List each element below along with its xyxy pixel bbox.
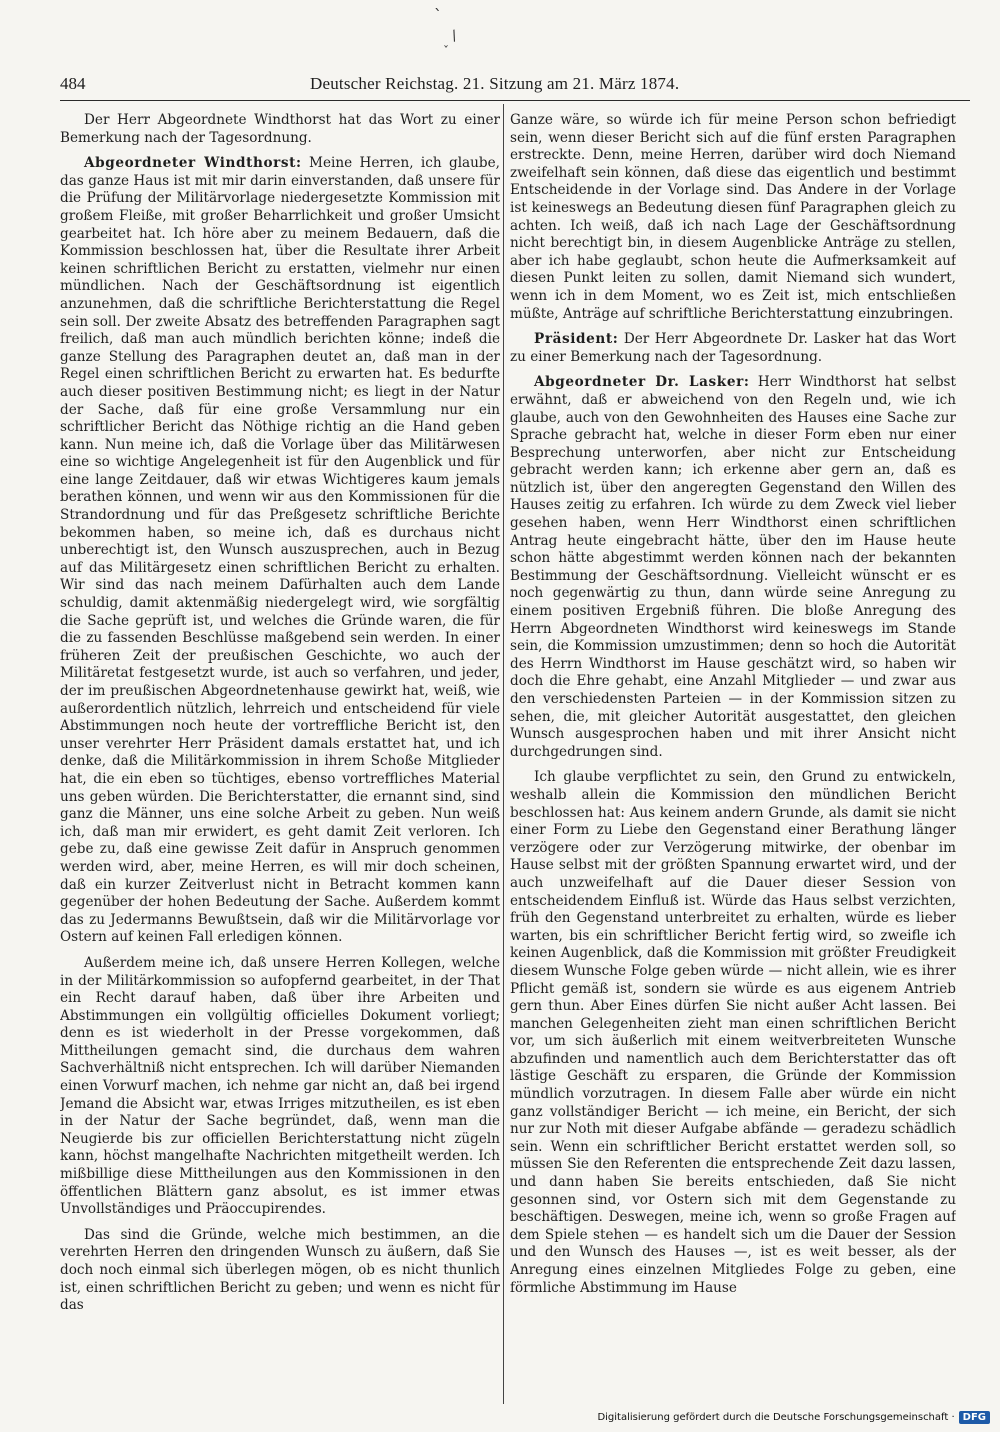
speaker-name: Präsident:	[534, 331, 619, 348]
paragraph-text: Meine Herren, ich glaube, das ganze Haus ist mit mir darin einverstanden, daß unsere für die Prüfung der Militärvorlage niedergesetzte Kommission mit großem Fleiße, mit großer Beharrlichkeit und großer Umsicht gearbeitet hat. Ich höre aber zu meinem Bedauern, daß die Kommission beschlossen hat, über die Resultate ihrer Arbeit keinen schriftlichen Bericht zu erstatten, vielmehr nur einen mündlichen. Nach der Geschäftsordnung ist eigentlich anzunehmen, daß die schriftliche Berichterstattung die Regel sein soll. Der zweite Absatz des betreffenden Paragraphen sagt freilich, daß man auch mündlich berichten könne; indeß die ganze Stellung des Paragraphen deutet an, daß man in der Regel einen schriftlichen Bericht zu erwarten hat. Es bedurfte auch dieser positiven Bestimmung nicht; es liegt in der Natur der Sache, daß für eine große Versammlung nur ein schriftlicher Bericht das Nöthige richtig an die Hand geben kann. Nun meine ich, daß die Vorlage über das Militärwesen eine so wichtige Angelegenheit ist für den Augenblick und für eine lange Zeitdauer, daß wir etwas Wichtigeres kaum jemals berathen können, und wenn wir aus den Kommissionen für die Strandordnung und für das Preßgesetz schriftliche Berichte bekommen haben, so meine ich, daß es durchaus nicht unberechtigt ist, den Wunsch auszusprechen, auch in Bezug auf das Militärgesetz einen schriftlichen Bericht zu erhalten. Wir sind das nach meinem Dafürhalten auch dem Lande schuldig, damit aktenmäßig niedergelegt wird, wie sorgfältig die Sache geprüft ist, und welches die Gründe waren, die für die zu fassenden Beschlüsse maßgebend sein werden. In einer früheren Zeit der preußischen Geschichte, wo auch der Militäretat festgesetzt wurde, ist auch so verfahren, und jeder, der im preußischen Abgeordnetenhause gewirkt hat, weiß, wie außerordentlich nützlich, lehrreich und entscheidend für viele Abstimmungen noch heute der vortreffliche Bericht ist, den unser verehrter Herr Präsident damals erstattet hat, und ich denke, daß die Militärkommission in ihrem Schoße Mitglieder hat, die ein eben so tüchtiges, ebenso vortreffliches Material uns geben würden. Die Berichterstatter, die ernannt sind, sind ganz die Männer, uns eine solche Arbeit zu geben. Nun weiß ich, daß man mir erwidert, es geht damit Zeit verloren. Ich gebe zu, daß eine gewisse Zeit dafür in Anspruch genommen werden wird, aber, meine Herren, es will mir doch scheinen, daß ein kurzer Zeitverlust nicht in Betracht kommen kann gegenüber der hohen Bedeutung der Sache. Außerdem kommt das zu Jedermanns Bewußtsein, daß wir die Militärvorlage vor Ostern auf keinen Fall erledigen können.	[60, 155, 500, 946]
paragraph	[510, 374, 956, 761]
right-column	[510, 112, 956, 1404]
running-title: Deutscher Reichstag. 21. Sitzung am 21. März 1874.	[310, 74, 680, 93]
page-number: 484	[60, 74, 86, 93]
page-header	[60, 72, 970, 101]
scan-mark: ˋ	[434, 6, 442, 25]
scan-mark: ˇ	[443, 44, 449, 58]
footer	[597, 1411, 990, 1424]
paragraph-text: Der Herr Abgeordnete Windthorst hat das Wort zu einer Bemerkung nach der Tagesordnung.	[60, 112, 500, 146]
paragraph-text: Der Herr Abgeordnete Dr. Lasker hat das Wort zu einer Bemerkung nach der Tagesordnung.	[510, 331, 956, 365]
paragraph-text: Das sind die Gründe, welche mich bestimmen, an die verehrten Herren den dringenden Wunsch zu äußern, daß Sie doch noch einmal sich überlegen mögen, ob es nicht thunlich ist, einen schriftlichen Bericht zu geben; und wenn es nicht für das	[60, 1226, 500, 1314]
paragraph-text: Herr Windthorst hat selbst erwähnt, daß er abweichend von den Regeln und, wie ich glaube, auch von den Gewohnheiten des Hauses eine Sache zur Sprache gebracht hat, welche in dieser Form eben nur einer Besprechung unterworfen, aber nicht zur Entscheidung gebracht werden kann; ich erkenne aber gern an, daß es nützlich ist, über den angeregten Gegenstand den Willen des Hauses zeitig zu erfahren. Ich würde zu dem Zweck viel lieber gesehen haben, wenn Herr Windthorst einen schriftlichen Antrag heute eingebracht hätte, über den im Hause heute schon hätte abgestimmt werden können nach der bekannten Bestimmung der Geschäftsordnung. Vielleicht wünscht er es noch gegenwärtig zu thun, dann würde seine Anregung zu einem positiven Ergebniß führen. Die bloße Anregung des Herrn Abgeordneten Windthorst wird keineswegs im Stande sein, die Kommission umzustimmen; denn so hoch die Autorität des Herrn Windthorst im Hause geschätzt wird, so haben wir doch die Ehre gehabt, eine Anzahl Mitglieder — und zwar aus den verschiedensten Parteien — in der Kommission sitzen zu sehen, die, mit gleicher Autorität ausgestattet, den gleichen Wunsch ausgesprochen haben und mit ihrer Ansicht nicht durchgedrungen sind.	[510, 374, 956, 760]
left-column	[60, 112, 500, 1404]
scan-mark: /	[449, 27, 460, 45]
paragraph	[510, 331, 956, 366]
footer-credit: Digitalisierung gefördert durch die Deutsche Forschungsgemeinschaft ·	[597, 1412, 955, 1423]
paragraph-text: Ich glaube verpflichtet zu sein, den Grund zu entwickeln, weshalb allein die Kommission den mündlichen Bericht beschlossen hat: Aus keinem andern Grunde, als damit sie nicht einer Form zu Liebe den Gegenstand einer Berathung länger verzögere oder zur Verzögerung mitwirke, der obenbar im Hause selbst mit der größten Spannung erwartet wird, und der auch unzweifelhaft auf die Dauer dieser Session von entscheidendem Einfluß ist. Würde das Haus selbst verzichten, früh den Gegenstand unterbreitet zu erhalten, würde es lieber warten, bis ein schriftlicher Bericht fertig wird, so zweifle ich keinen Augenblick, daß die Kommission mit größter Freudigkeit diesem Wunsche Folge geben würde — nicht allein, wie es ihrer Pflicht gemäß ist, sondern sie würde es aus eigenem Antrieb gern thun. Aber Eines dürfen Sie nicht außer Acht lassen. Bei manchen Gelegenheiten zieht man einen schriftlichen Bericht vor, um sich äußerlich mit einem weitverbreiteten Wunsche abzufinden und namentlich auch dem Berichterstatter das oft lästige Geschäft zu ersparen, die Gründe der Kommission mündlich vorzutragen. In diesem Falle aber würde ein nicht ganz vollständiger Bericht — ich meine, ein Bericht, der sich nur zur Noth mit dieser Aufgabe abfände — geradezu schädlich sein. Wenn ein schriftlicher Bericht erstattet werden soll, so müssen Sie den Referenten die entsprechende Zeit dazu lassen, und dann haben Sie bereits entschieden, daß Sie nicht gesonnen sind, vor Ostern sich mit dem Gegenstande zu beschäftigen. Deswegen, meine ich, wenn so große Fragen auf dem Spiele stehen — es handelt sich um die Dauer der Session und den Wunsch des Hauses —, ist es weit besser, als der Anregung eines einzelnen Mitgliedes Folge zu geben, eine förmliche Abstimmung im Hause	[510, 769, 956, 1296]
speaker-name: Abgeordneter Dr. Lasker:	[534, 374, 750, 391]
paragraph	[510, 112, 956, 323]
dfg-logo: DFG	[959, 1411, 990, 1424]
column-divider	[503, 104, 504, 1404]
paragraph-text: Ganze wäre, so würde ich für meine Person schon befriedigt sein, wenn dieser Bericht sich auf die fünf ersten Paragraphen erstreckte. Denn, meine Herren, darüber wird doch Niemand zweifelhaft sein können, daß diese das eigentlich und bestimmt Entscheidende in der Vorlage sind. Das Andere in der Vorlage ist keineswegs an Bedeutung diesen fünf Paragraphen gleich zu achten. Ich weiß, daß ich nach Lage der Geschäftsordnung nicht berechtigt bin, in diesem Augenblicke Anträge zu stellen, aber ich habe geglaubt, schon heute die Aufmerksamkeit auf diesen Punkt leiten zu sollen, damit Niemand sich wundert, wenn ich in dem Moment, wo es Zeit ist, mich entschließen müßte, Anträge auf schriftliche Berichterstattung einzubringen.	[510, 112, 956, 322]
paragraph	[60, 155, 500, 947]
paragraph-text: Außerdem meine ich, daß unsere Herren Kollegen, welche in der Militärkommission so aufopfernd gearbeitet, in der That ein Recht darauf haben, daß über ihre Arbeiten und Abstimmungen ein vollgültig officielles Dokument vorliegt; denn es ist wiederholt in der Presse vorgekommen, daß Mittheilungen gemacht sind, die durchaus dem wahren Sachverhältniß nicht entsprechen. Ich will darüber Niemanden einen Vorwurf machen, ich nehme gar nicht an, daß bei irgend Jemand die Absicht war, etwas Irriges mitzutheilen, es ist eben in der Natur der Sache begründet, daß, wenn man die Neugierde bis zur officiellen Berichterstattung nicht zügeln kann, höchst mangelhafte Nachrichten mitgetheilt werden. Ich mißbillige diese Mittheilungen aus den Kommissionen in den öffentlichen Blättern ganz absolut, es ist immer etwas Unvollständiges und Präoccupirendes.	[60, 954, 500, 1218]
paragraph	[60, 955, 500, 1219]
speaker-name: Abgeordneter Windthorst:	[84, 155, 302, 172]
paragraph	[510, 769, 956, 1297]
paragraph	[60, 112, 500, 147]
paragraph	[60, 1227, 500, 1315]
